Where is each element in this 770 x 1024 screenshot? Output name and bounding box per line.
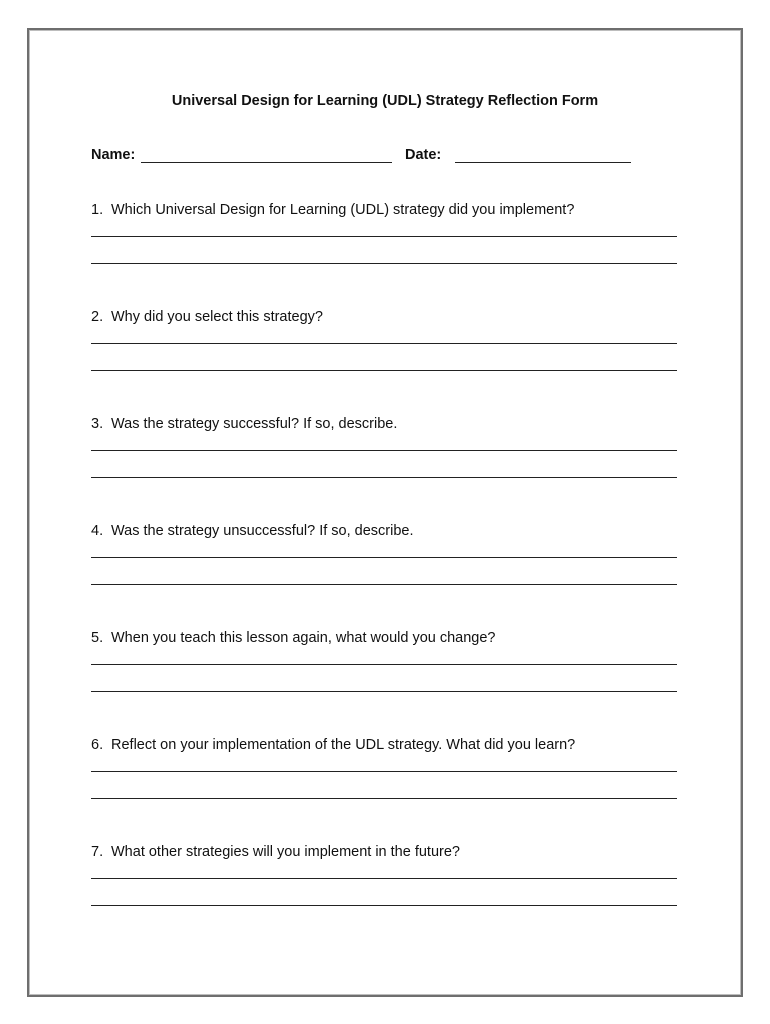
question-7 [91,844,681,932]
answer-line[interactable] [91,771,677,798]
answer-line[interactable] [91,557,677,584]
answer-line[interactable] [91,477,677,504]
question-6 [91,737,681,825]
question-2 [91,309,681,397]
answer-line[interactable] [91,691,677,718]
name-field[interactable] [141,162,392,163]
question-number: 1. [91,202,104,218]
question-text: What other strategies will you implement in the future? [111,844,460,860]
question-4 [91,523,681,611]
answer-line[interactable] [91,905,677,932]
question-text: Reflect on your implementation of the UDL strategy. What did you learn? [111,737,576,753]
question-text: Which Universal Design for Learning (UDL) strategy did you implement? [111,202,575,218]
answer-line[interactable] [91,584,677,611]
question-5 [91,630,681,718]
answer-line[interactable] [91,664,677,691]
question-number: 4. [91,523,104,539]
answer-line[interactable] [91,370,677,397]
question-text: Was the strategy successful? If so, describe. [111,416,398,432]
answer-line[interactable] [91,798,677,825]
date-field[interactable] [455,162,631,163]
question-1 [91,202,681,290]
answer-line[interactable] [91,450,677,477]
name-label: Name: [91,147,136,163]
answer-line[interactable] [91,263,677,290]
answer-line[interactable] [91,343,677,370]
question-number: 6. [91,737,104,753]
question-text: When you teach this lesson again, what would you change? [111,630,496,646]
question-number: 3. [91,416,104,432]
form-title: Universal Design for Learning (UDL) Strategy Reflection Form [171,93,599,109]
answer-line[interactable] [91,236,677,263]
date-label: Date: [405,147,442,163]
question-text: Why did you select this strategy? [111,309,323,325]
question-number: 5. [91,630,104,646]
question-number: 7. [91,844,104,860]
question-text: Was the strategy unsuccessful? If so, describe. [111,523,414,539]
question-3 [91,416,681,504]
question-number: 2. [91,309,104,325]
answer-line[interactable] [91,878,677,905]
